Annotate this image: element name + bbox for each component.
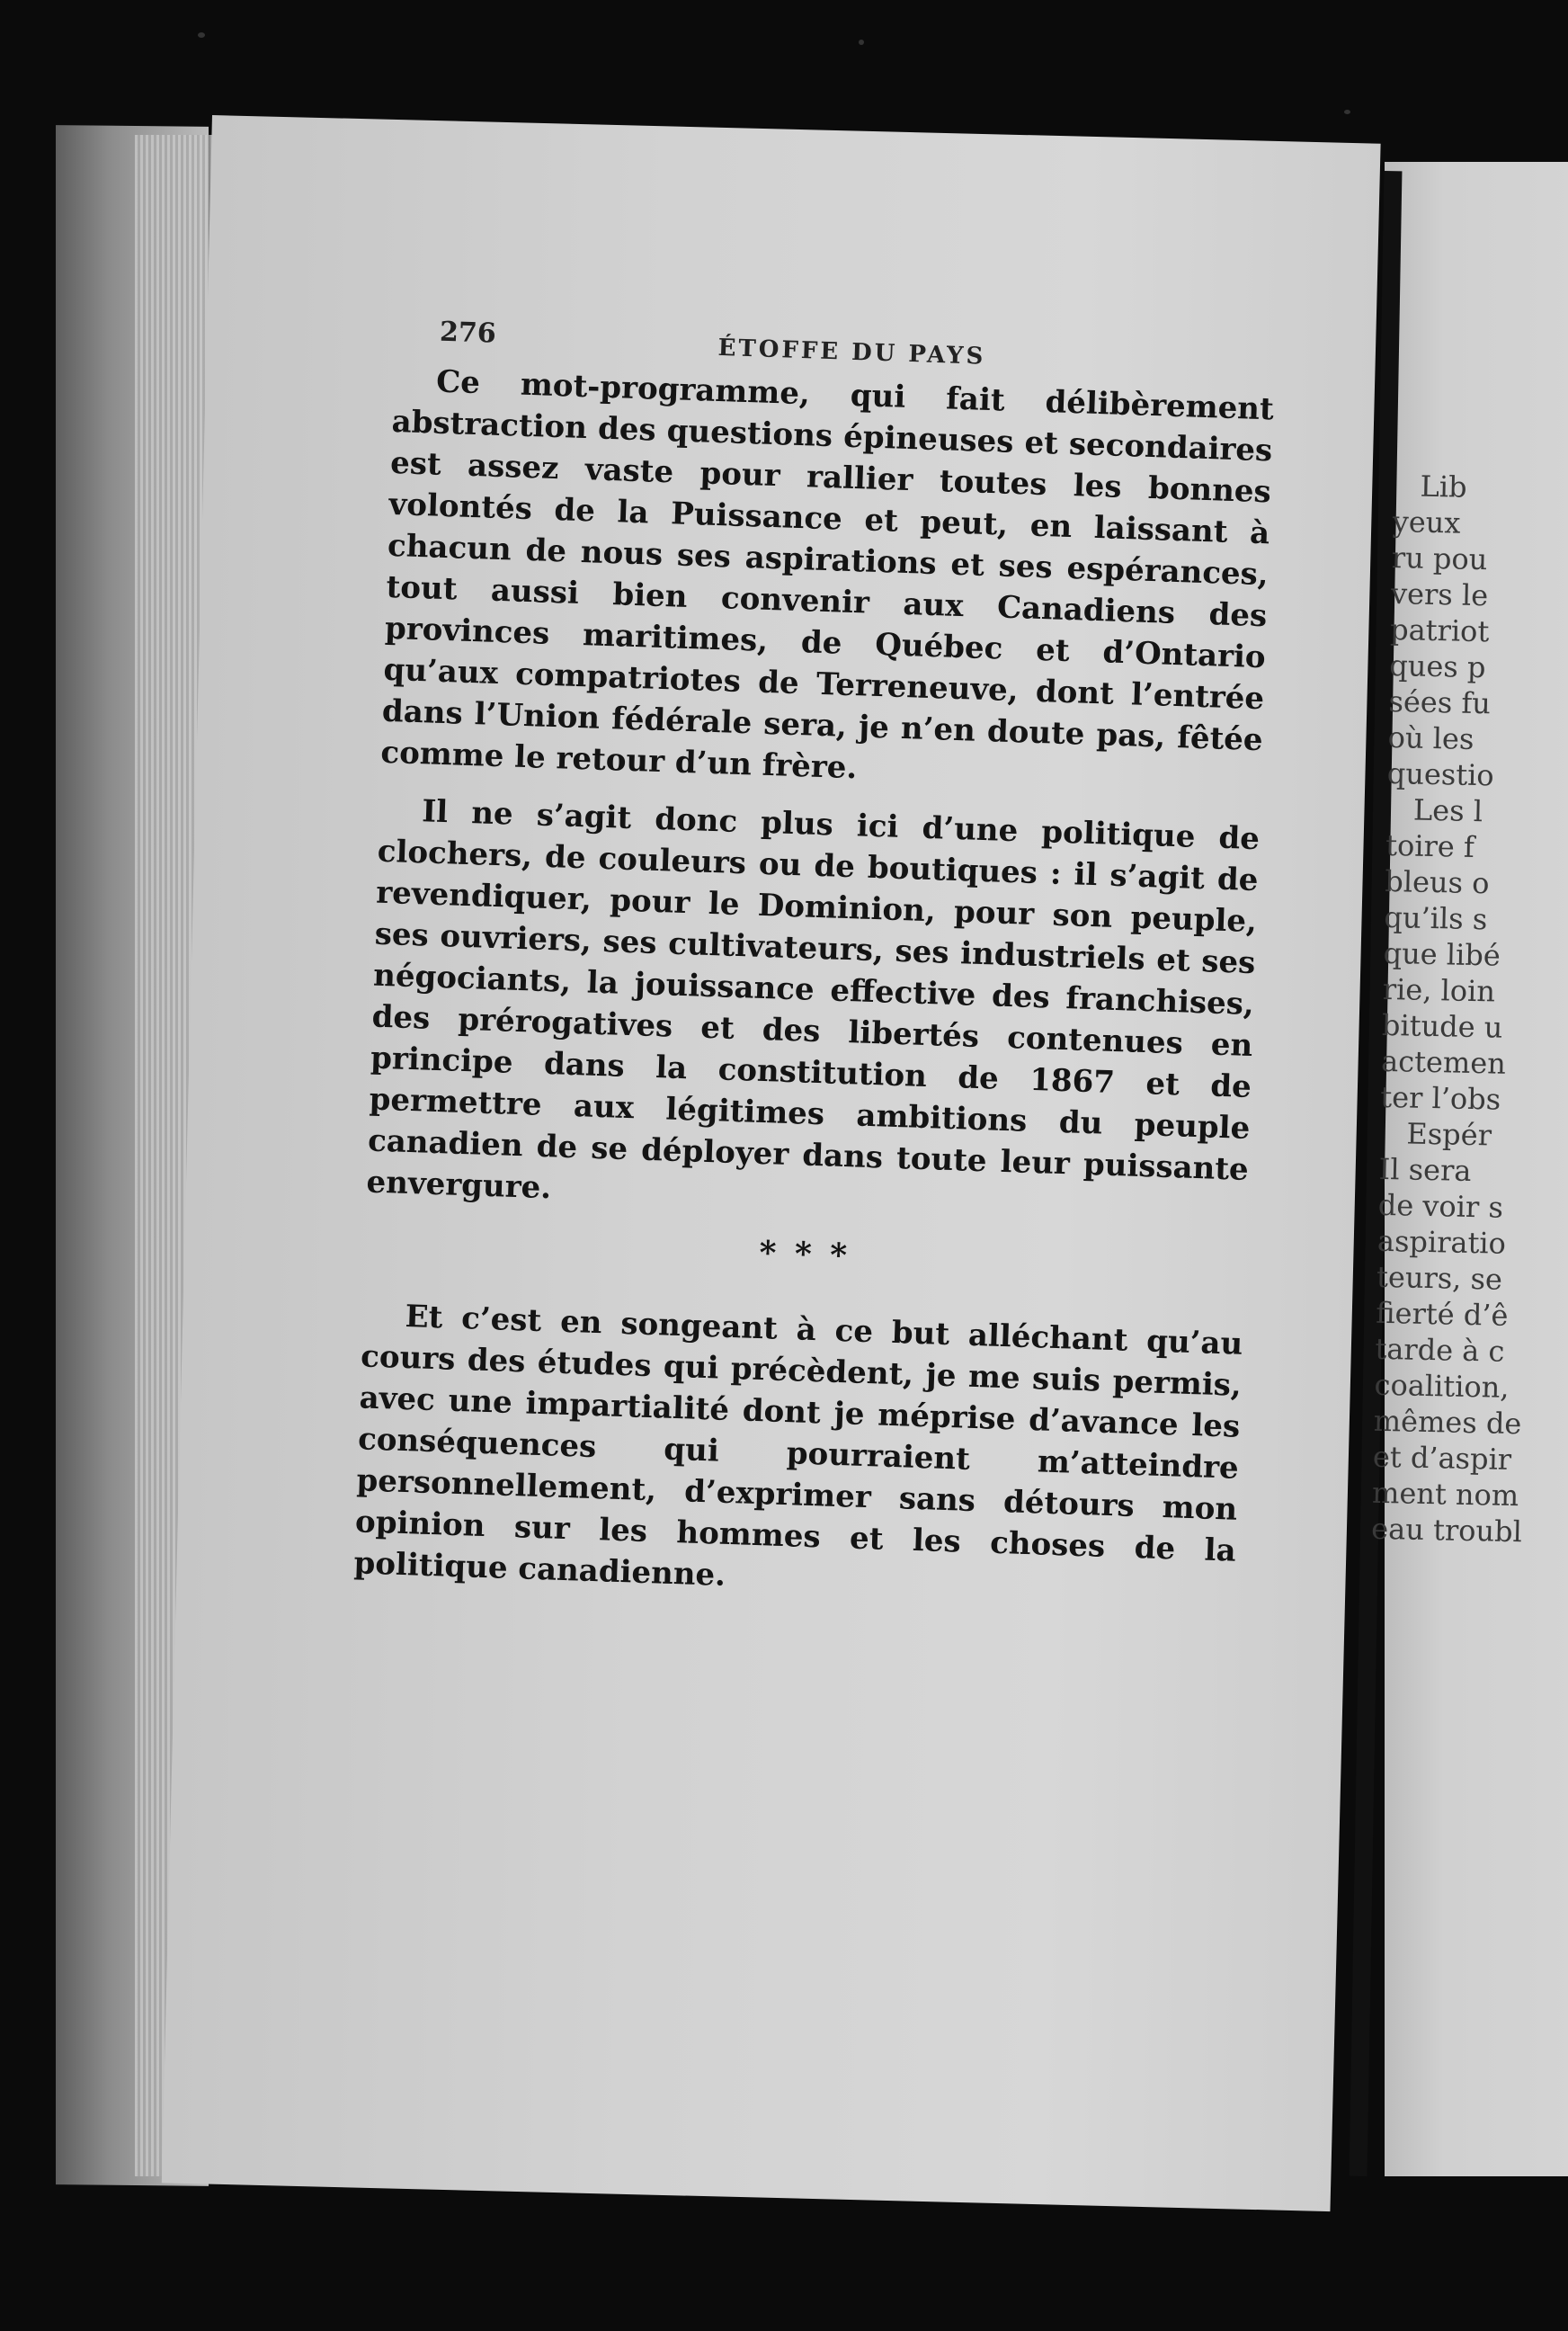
right-page-line: sées fu: [1388, 683, 1492, 721]
right-page-line: fierté d’ê: [1375, 1295, 1509, 1333]
right-page-line: actemen: [1380, 1043, 1507, 1081]
right-page-line: tarde à c: [1375, 1331, 1505, 1369]
right-page-line: vers le: [1390, 576, 1489, 613]
dust-speck: [198, 32, 205, 38]
dust-speck: [1344, 110, 1350, 114]
right-page-line: qu’ils s: [1384, 899, 1488, 937]
right-page-line: ter l’obs: [1379, 1079, 1501, 1117]
right-page-line: bleus o: [1384, 863, 1490, 901]
left-page-text: [352, 306, 1276, 1630]
page-number: 276: [439, 316, 497, 350]
right-page-text: [1371, 468, 1568, 1550]
paragraph-2: Il ne s’agit donc plus ici d’une politique de clochers, de couleurs ou de boutiques : il s’agit de revendiquer, pour le Dominion, pour son peuple, ses ouvriers, ses cultivateurs, ses industriels et ses négociants, la jouissance effective des franchises, des prérogatives et des libertés contenues en principe dans la constitution de 1867 et de permettre aux légitimes ambitions du peuple canadien de se déployer dans toute leur puissante envergure.: [366, 793, 1261, 1207]
right-page-line: ment nom: [1371, 1475, 1519, 1514]
right-page-line: que libé: [1383, 935, 1501, 973]
right-page-line: questio: [1386, 755, 1495, 793]
right-page-line: où les: [1387, 719, 1474, 756]
closing-paragraph: Et c’est en songeant à ce but alléchant qu’au cours des études qui précèdent, je me suis permis, avec une impartialité dont je méprise d’avance les conséquences qui pourraient m’atteindre personnellement, d’exprimer sans détours mon opinion sur les hommes et les choses de la politique canadienne.: [352, 1298, 1243, 1594]
running-title: ÉTOFFE DU PAYS: [717, 334, 986, 371]
right-page-line: rie, loin: [1382, 971, 1496, 1009]
dust-speck: [859, 40, 864, 45]
section-separator: * * *: [758, 1234, 851, 1275]
paragraph-1: Ce mot-programme, qui fait délibèrement abstraction des questions épineuses et secondaires est assez vaste pour rallier toutes les bonnes volontés de la Puissance et peut, en laissant à chacun de nous ses aspirations et ses espérances, tout aussi bien convenir aux Canadiens des provinces maritimes, de Québec et d’Ontario qu’aux compatriotes de Terreneuve, dont l’entrée dans l’Union fédérale sera, je n’en doute pas, fêtée comme le retour d’un frère.: [379, 363, 1275, 787]
right-page-line: Il sera: [1378, 1151, 1472, 1188]
right-page-line: aspiratio: [1376, 1223, 1507, 1261]
right-page-line: mêmes de: [1373, 1403, 1522, 1442]
right-page-line: bitude u: [1381, 1007, 1503, 1045]
right-page-line: de voir s: [1377, 1187, 1504, 1225]
right-page-line: toire f: [1385, 827, 1475, 864]
right-page-line: ru pou: [1391, 540, 1488, 577]
right-page-line: teurs, se: [1376, 1259, 1503, 1297]
right-page-line: Lib: [1420, 469, 1467, 505]
right-page-line: eau troubl: [1370, 1511, 1523, 1550]
right-page-line: patriot: [1389, 612, 1490, 649]
right-page-line: Espér: [1406, 1116, 1492, 1153]
right-page-line: yeux: [1392, 504, 1461, 540]
right-page-line: coalition,: [1374, 1367, 1510, 1405]
right-page-line: et d’aspir: [1372, 1439, 1512, 1477]
right-page-line: ques p: [1388, 648, 1486, 685]
right-page-line: Les l: [1412, 792, 1483, 829]
